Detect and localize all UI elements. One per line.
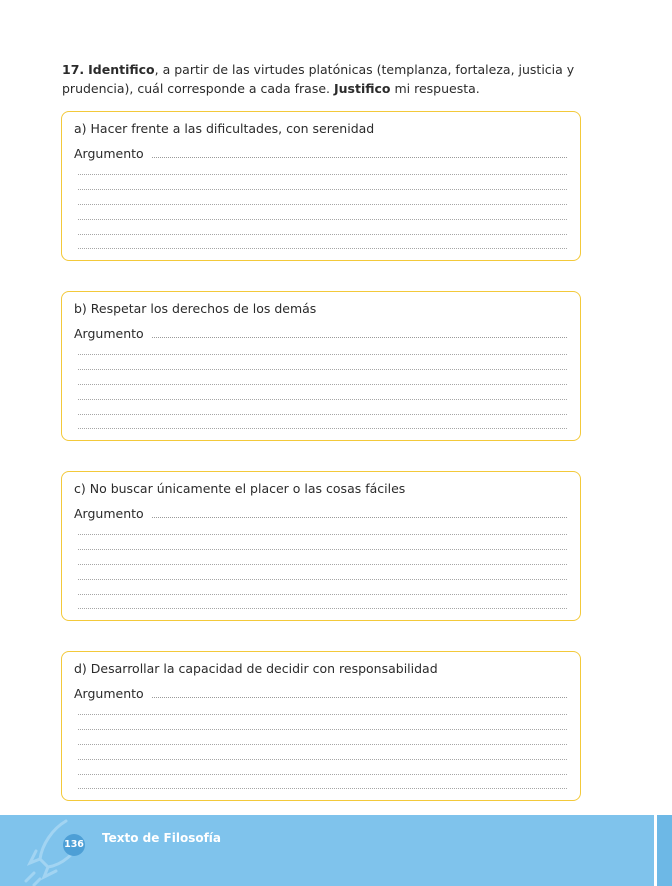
- writing-line[interactable]: [78, 594, 567, 595]
- writing-line[interactable]: [78, 174, 567, 175]
- argument-label: Argumento: [74, 326, 144, 341]
- writing-line[interactable]: [78, 608, 567, 609]
- argument-label: Argumento: [74, 686, 144, 701]
- writing-line[interactable]: [78, 759, 567, 760]
- argument-label: Argumento: [74, 146, 144, 161]
- instruction-text: , a partir de las virtudes platónicas (templanza, fortaleza, justicia y prudencia), cuál corresponde a cada frase.: [62, 62, 575, 96]
- argument-field-d[interactable]: [74, 685, 567, 701]
- argument-field-b[interactable]: [74, 325, 567, 341]
- writing-line[interactable]: [78, 204, 567, 205]
- writing-line[interactable]: [78, 579, 567, 580]
- writing-line[interactable]: [78, 414, 567, 415]
- page-number-badge: 136: [63, 834, 85, 856]
- answer-box-a: [61, 111, 581, 261]
- argument-field-a[interactable]: [74, 145, 567, 161]
- writing-line[interactable]: [78, 189, 567, 190]
- writing-line[interactable]: [78, 729, 567, 730]
- argument-label: Argumento: [74, 506, 144, 521]
- writing-line[interactable]: [78, 248, 567, 249]
- argument-field-c[interactable]: [74, 505, 567, 521]
- instruction-text-end: mi respuesta.: [390, 81, 480, 96]
- item-c-statement: c) No buscar únicamente el placer o las cosas fáciles: [74, 481, 406, 496]
- writing-line[interactable]: [78, 234, 567, 235]
- item-b-statement: b) Respetar los derechos de los demás: [74, 301, 317, 316]
- answer-box-d: [61, 651, 581, 801]
- answer-box-c: [61, 471, 581, 621]
- item-a-statement: a) Hacer frente a las dificultades, con serenidad: [74, 121, 375, 136]
- page-footer: [0, 815, 672, 886]
- writing-line[interactable]: [78, 534, 567, 535]
- writing-line[interactable]: [78, 354, 567, 355]
- writing-line[interactable]: [78, 549, 567, 550]
- item-d-statement: d) Desarrollar la capacidad de decidir con responsabilidad: [74, 661, 438, 676]
- instruction-verb-justify: Justifico: [333, 81, 391, 96]
- writing-line[interactable]: [78, 744, 567, 745]
- writing-line[interactable]: [78, 564, 567, 565]
- writing-line[interactable]: [152, 517, 567, 518]
- writing-line[interactable]: [78, 428, 567, 429]
- footer-edge-tab: [654, 815, 672, 886]
- writing-line[interactable]: [78, 714, 567, 715]
- writing-line[interactable]: [78, 384, 567, 385]
- exercise-instruction: [62, 60, 602, 98]
- exercise-number: 17.: [62, 62, 85, 77]
- writing-line[interactable]: [78, 774, 567, 775]
- book-title: Texto de Filosofía: [102, 831, 222, 845]
- writing-line[interactable]: [78, 369, 567, 370]
- writing-line[interactable]: [78, 399, 567, 400]
- writing-line[interactable]: [152, 697, 567, 698]
- writing-line[interactable]: [78, 788, 567, 789]
- writing-line[interactable]: [152, 157, 567, 158]
- writing-line[interactable]: [78, 219, 567, 220]
- writing-line[interactable]: [152, 337, 567, 338]
- instruction-verb-identify: Identifico: [88, 62, 155, 77]
- answer-box-b: [61, 291, 581, 441]
